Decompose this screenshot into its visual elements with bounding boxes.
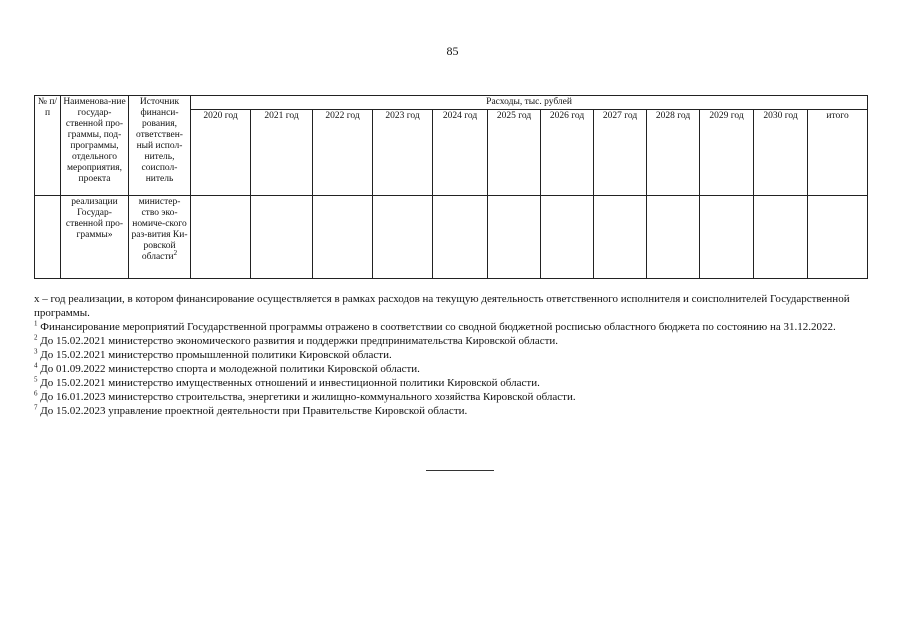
table-header-row <box>35 96 868 110</box>
table-row <box>35 196 868 279</box>
header-year: 2029 год <box>700 110 754 196</box>
end-divider <box>426 470 494 471</box>
footnote-text: До 01.09.2022 министерство спорта и молодежной политики Кировской области. <box>37 363 420 375</box>
row-program-name: реализации Государ-ственной про-граммы» <box>61 196 129 279</box>
page-number: 85 <box>446 44 459 58</box>
footnote-item <box>34 376 870 390</box>
header-year: 2022 год <box>313 110 373 196</box>
footnote-list <box>34 320 870 418</box>
header-year: 2025 год <box>488 110 541 196</box>
header-year: 2028 год <box>647 110 700 196</box>
row-value-2020 <box>191 196 251 279</box>
footnote-item <box>34 390 870 404</box>
footnote-number: 1 <box>34 319 38 328</box>
footnote-text: До 15.02.2021 министерство промышленной политики Кировской области. <box>37 349 392 361</box>
header-program-name: Наименова-ние государ-ственной про-граммы, под-программы, отдельного мероприятия, проекта <box>61 96 129 196</box>
footnote-x: х – год реализации, в котором финансирование осуществляется в рамках расходов на текущую деятельность ответственного исполнителя и соисполнителей Государственной программы. <box>34 293 850 319</box>
row-num <box>35 196 61 279</box>
footnote-item <box>34 348 870 362</box>
footnote-item <box>34 320 870 334</box>
row-value-2024 <box>433 196 488 279</box>
row-value-2022 <box>313 196 373 279</box>
footnote-text: До 16.01.2023 министерство строительства, энергетики и жилищно-коммунального хозяйства Кировской области. <box>37 391 576 403</box>
header-year: 2030 год <box>754 110 808 196</box>
footnote-number: 5 <box>34 375 38 384</box>
footnote-number: 4 <box>34 361 38 370</box>
row-value-total <box>808 196 868 279</box>
header-year: 2024 год <box>433 110 488 196</box>
row-value-2029 <box>700 196 754 279</box>
row-value-2023 <box>373 196 433 279</box>
row-value-2025 <box>488 196 541 279</box>
row-value-2021 <box>251 196 313 279</box>
row-source-footnote-ref: 2 <box>173 248 178 257</box>
footnote-number: 6 <box>34 389 38 398</box>
footnote-item <box>34 362 870 376</box>
footnote-item <box>34 404 870 418</box>
footnotes <box>34 292 870 418</box>
budget-table <box>34 95 868 279</box>
footnote-number: 3 <box>34 347 38 356</box>
row-value-2027 <box>594 196 647 279</box>
row-value-2030 <box>754 196 808 279</box>
row-value-2026 <box>541 196 594 279</box>
footnote-text: До 15.02.2021 министерство экономического развития и поддержки предпринимательства Кировской области. <box>37 335 559 347</box>
footnote-number: 7 <box>34 403 38 412</box>
row-value-2028 <box>647 196 700 279</box>
header-year: 2023 год <box>373 110 433 196</box>
footnote-text: До 15.02.2023 управление проектной деятельности при Правительстве Кировской области. <box>37 405 468 417</box>
header-year: 2026 год <box>541 110 594 196</box>
footnote-text: Финансирование мероприятий Государственной программы отражено в соответствии со сводной бюджетной росписью областного бюджета по состоянию на 31.12.2022. <box>37 321 836 333</box>
row-funding-source: министер-ство эко-номиче-ского раз-вития Ки-ровской области$^2$ <box>129 196 191 279</box>
header-year: 2027 год <box>594 110 647 196</box>
footnote-item <box>34 334 870 348</box>
footnote-text: До 15.02.2021 министерство имущественных отношений и инвестиционной политики Кировской области. <box>37 377 540 389</box>
header-num: № п/п <box>35 96 61 196</box>
footnote-number: 2 <box>34 333 38 342</box>
header-funding-source: Источник финанси-рования, ответствен-ный испол-нитель, соиспол-нитель <box>129 96 191 196</box>
header-year: 2020 год <box>191 110 251 196</box>
header-year: 2021 год <box>251 110 313 196</box>
header-expenses: Расходы, тыс. рублей <box>191 96 868 110</box>
header-year: итого <box>808 110 868 196</box>
